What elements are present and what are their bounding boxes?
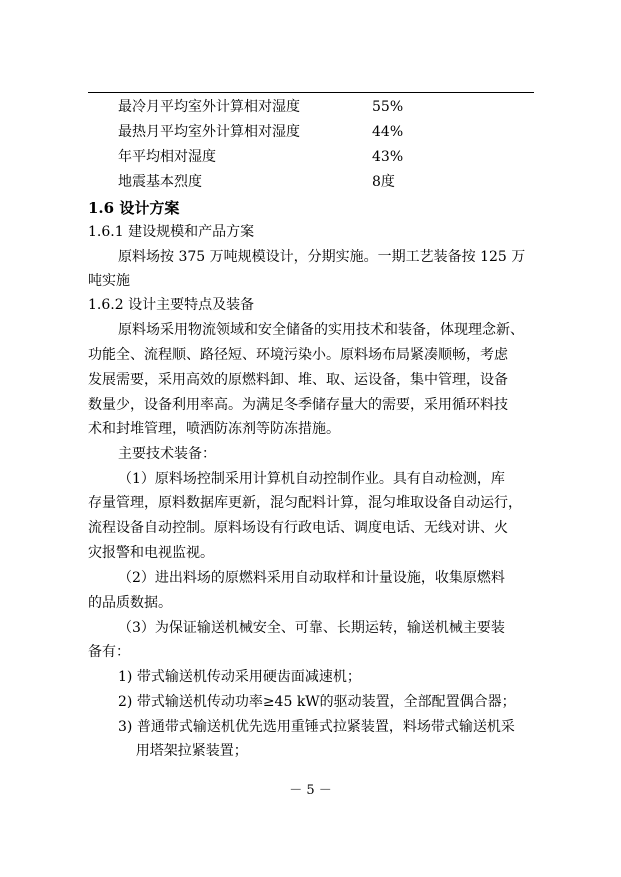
table-value: 43% <box>372 149 404 165</box>
paragraph-line: 发展需要，采用高效的原燃料卸、堆、取、运设备，集中管理，设备 <box>88 372 508 388</box>
page-number: － 5 － <box>289 783 332 798</box>
item-line: （2）进出料场的原燃料采用自动取样和计量设施，收集原燃料 <box>118 570 505 586</box>
table-value: 55% <box>372 99 404 115</box>
sub-item: 3) 普通带式输送机优先选用重锤式拉紧装置，料场带式输送机采 <box>118 719 515 735</box>
subsection-heading: 1.6.2 设计主要特点及装备 <box>88 297 255 313</box>
sub-item: 1) 带式输送机传动采用硬齿面减速机； <box>118 669 361 685</box>
subsection-heading: 1.6.1 建设规模和产品方案 <box>88 224 255 240</box>
table-value: 44% <box>372 124 404 140</box>
item-line: 流程设备自动控制。原料场设有行政电话、调度电话、无线对讲、火 <box>88 520 508 536</box>
table-label: 年平均相对湿度 <box>118 149 216 165</box>
paragraph-line: 吨实施 <box>88 273 130 289</box>
paragraph-line: 原料场按 375 万吨规模设计，分期实施。一期工艺装备按 125 万 <box>118 249 526 265</box>
item-line: 存量管理，原料数据库更新，混匀配料计算，混匀堆取设备自动运行， <box>88 495 522 511</box>
equipment-intro: 主要技术装备： <box>118 446 216 462</box>
paragraph-line: 原料场采用物流领域和安全储备的实用技术和装备，体现理念新、 <box>118 322 524 338</box>
sub-item: 用塔架拉紧装置； <box>118 743 248 759</box>
paragraph-line: 术和封堆管理，喷洒防冻剂等防冻措施。 <box>88 421 340 437</box>
item-line: 灾报警和电视监视。 <box>88 545 214 561</box>
item-line: 的品质数据。 <box>88 595 172 611</box>
item-line: （3）为保证输送机械安全、可靠、长期运转，输送机械主要装 <box>118 620 505 636</box>
table-label: 最冷月平均室外计算相对湿度 <box>118 99 300 115</box>
item-line: （1）原料场控制采用计算机自动控制作业。具有自动检测，库 <box>118 471 505 487</box>
table-value: 8度 <box>372 174 395 190</box>
header-rule <box>88 92 534 93</box>
paragraph-line: 数量少，设备利用率高。为满足冬季储存量大的需要，采用循环料技 <box>88 397 508 413</box>
table-label: 最热月平均室外计算相对湿度 <box>118 124 300 140</box>
item-line: 备有： <box>88 644 130 660</box>
table-label: 地震基本烈度 <box>118 174 202 190</box>
section-heading: 1.6 设计方案 <box>88 199 180 217</box>
sub-item: 2) 带式输送机传动功率≥45 kW的驱动装置，全部配置偶合器； <box>118 694 516 710</box>
paragraph-line: 功能全、流程顺、路径短、环境污染小。原料场布局紧凑顺畅，考虑 <box>88 347 508 363</box>
